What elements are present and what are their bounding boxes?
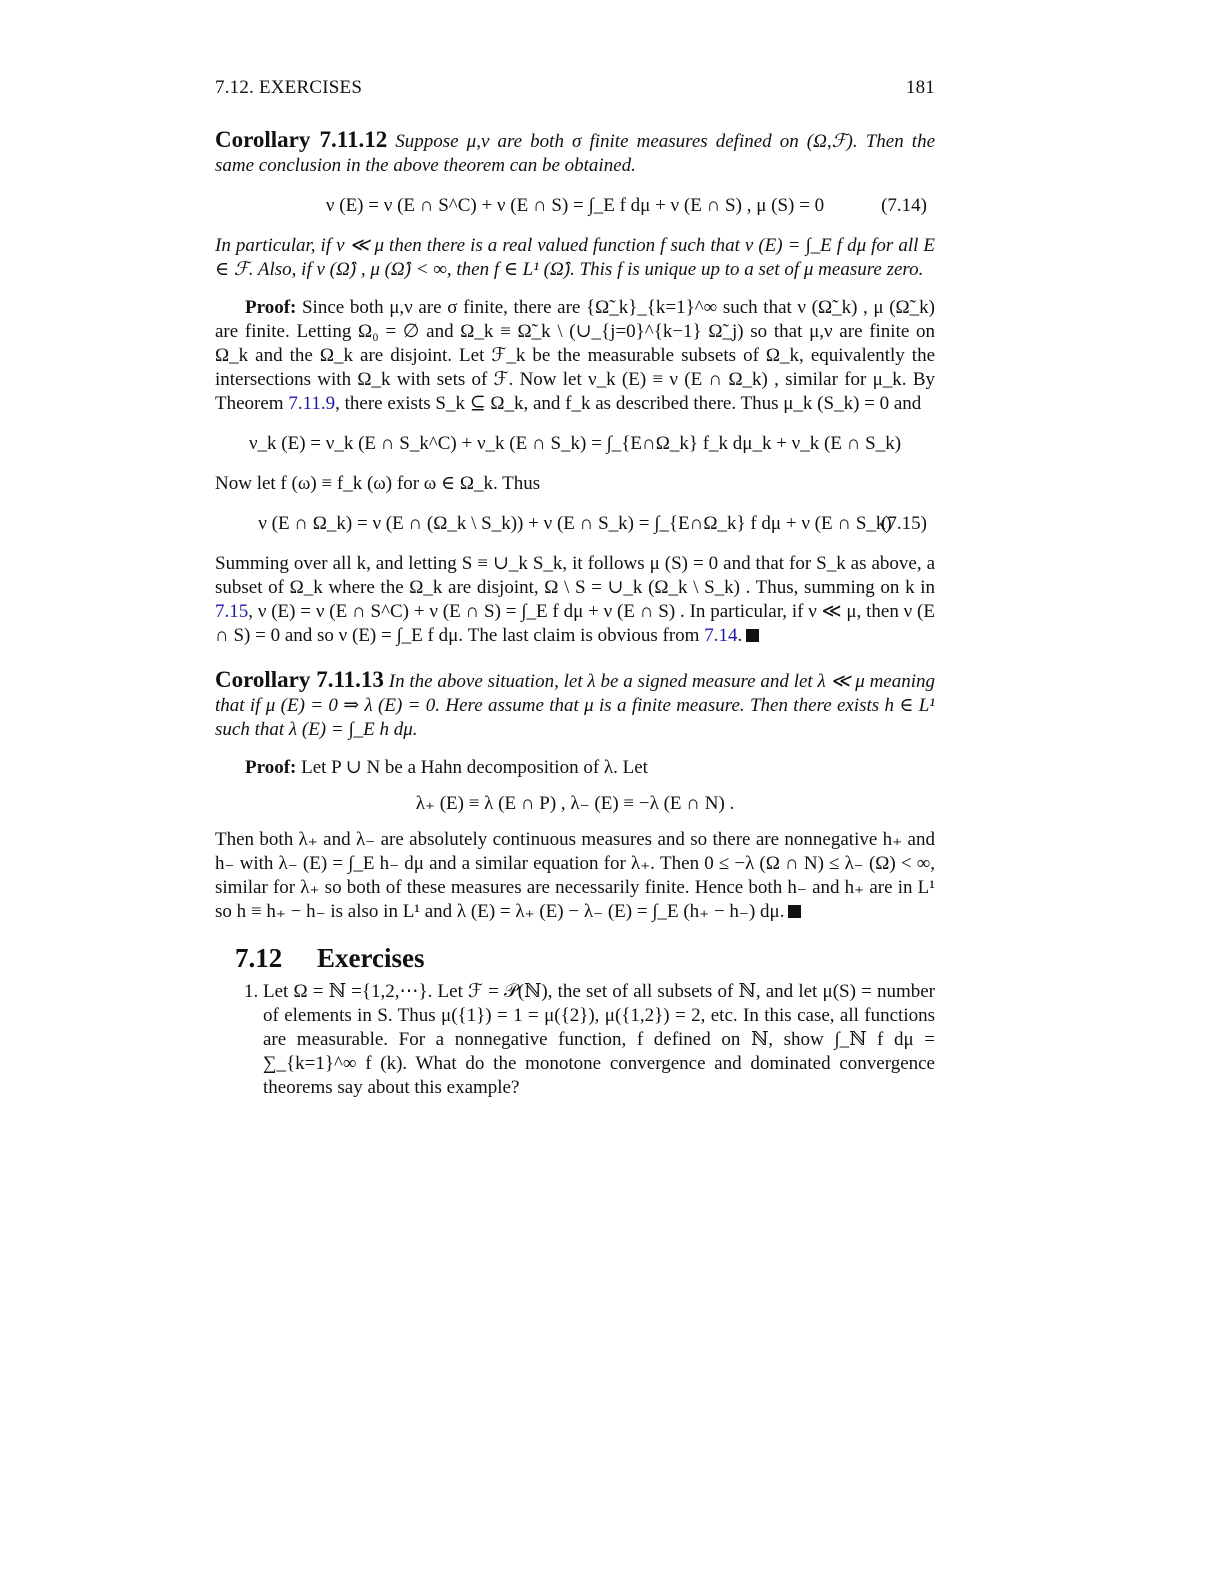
proof-text: Since both μ,ν are σ finite, there are {Ω̃_k}_{k=1}^∞ such that ν (Ω̃_k) , μ (Ω̃_k) are finite. Letting Ω₀ = ∅ and Ω_k ≡ Ω̃_k \ (∪_{j=0}^{k−1} Ω̃_j) so that μ,ν are finite on Ω_k and the Ω_k are disjoint. Let ℱ_k be the measurable subsets of Ω_k, equivalently the intersections with Ω_k with sets of ℱ. Now let ν_k (E) ≡ ν (E ∩ Ω_k) , similar for μ_k. By Theorem xyxy=(215,297,935,414)
exercise-item: 1. Let Ω = ℕ ={1,2,⋯}. Let ℱ = 𝒫(ℕ), the set of all subsets of ℕ, and let μ(S) = number of elements in S. Thus μ({1}) = 1 = μ({2}), μ({1,2}) = 2, etc. In this case, all functions are measurable. For a nonnegative function, f defined on ℕ, show ∫_ℕ f dμ = ∑_{k=1}^∞ f (k). What do the monotone convergence and dominated convergence theorems say about this example? xyxy=(263,980,935,1100)
proof-paragraph xyxy=(215,552,935,648)
proof-text: Now let f (ω) ≡ f_k (ω) for ω ∈ Ω_k. Thus xyxy=(215,473,541,494)
theorem-reference-link[interactable]: 7.11.9 xyxy=(288,393,336,414)
proof-label: Proof: xyxy=(245,297,297,318)
proof-text: Then both λ₊ and λ₋ are absolutely continuous measures and so there are nonnegative h₊ and h₋ with λ₋ (E) = ∫_E h₋ dμ and a similar equation for λ₊. Then 0 ≤ −λ (Ω ∩ N) ≤ λ₋ (Ω) < ∞, similar for λ₊ so both of these measures are necessarily finite. Hence both h₋ and h₊ are in L¹ so h ≡ h₊ − h₋ is also in L¹ and λ (E) = λ₊ (E) − λ₋ (E) = ∫_E (h₊ − h₋) dμ. xyxy=(215,829,935,922)
section-title: Exercises xyxy=(317,943,425,973)
running-header xyxy=(215,77,935,99)
proof-text: Summing over all k, and letting S ≡ ∪_k S_k, it follows μ (S) = 0 and that for S_k as above, a subset of Ω_k where the Ω_k are disjoint, Ω \ S = ∪_k (Ω_k \ S_k) . Thus, summing on k in xyxy=(215,553,935,598)
proof-text: , ν (E) = ν (E ∩ S^C) + ν (E ∩ S) = ∫_E f dμ + ν (E ∩ S) . In particular, if ν ≪ μ, then ν (E ∩ S) = 0 and so ν (E) = ∫_E f dμ. The last claim is obvious from xyxy=(215,601,935,646)
display-equation xyxy=(215,416,935,472)
page-number: 181 xyxy=(905,77,935,98)
display-equation xyxy=(215,496,935,552)
proof-label: Proof: xyxy=(245,757,297,778)
qed-square-icon xyxy=(746,629,759,642)
proof-text: , there exists S_k ⊆ Ω_k, and f_k as described there. Thus μ_k (S_k) = 0 and xyxy=(335,393,922,414)
equation-reference-link[interactable]: 7.15 xyxy=(215,601,249,622)
proof-paragraph xyxy=(215,828,935,924)
proof-paragraph xyxy=(215,756,935,780)
corollary-statement: Suppose μ,ν are both σ finite measures defined on (Ω,ℱ). Then the same conclusion in the above theorem can be obtained. xyxy=(215,131,935,176)
qed-square-icon xyxy=(788,905,801,918)
page-body xyxy=(215,128,935,1100)
equation-reference-link[interactable]: 7.14 xyxy=(704,625,738,646)
equation-tag: (7.14) xyxy=(881,195,927,216)
section-number: 7.12 xyxy=(235,943,283,973)
exercise-list xyxy=(215,980,935,1100)
equation-nu-k: ν_k (E) = ν_k (E ∩ S_k^C) + ν_k (E ∩ S_k) = ∫_{E∩Ω_k} f_k dμ_k + ν_k (E ∩ S_k) xyxy=(248,433,902,454)
equation-tag: (7.15) xyxy=(881,513,927,534)
equation-7-14: ν (E) = ν (E ∩ S^C) + ν (E ∩ S) = ∫_E f dμ + ν (E ∩ S) , μ (S) = 0 xyxy=(325,195,825,216)
corollary-7-11-12 xyxy=(215,128,935,178)
corollary-statement-2: In particular, if ν ≪ μ then there is a real valued function f such that ν (E) = ∫_E f dμ for all E ∈ ℱ. Also, if ν (Ω̂) , μ (Ω̂) < ∞, then f ∈ L¹ (Ω̂). This f is unique up to a set of μ measure zero. xyxy=(215,235,935,280)
corollary-statement: In the above situation, let λ be a signed measure and let λ ≪ μ meaning that if μ (E) = 0 ⇒ λ (E) = 0. Here assume that μ is a finite measure. Then there exists h ∈ L¹ such that λ (E) = ∫_E h dμ. xyxy=(215,671,936,740)
corollary-heading: Corollary 7.11.13 xyxy=(215,667,384,692)
equation-lambda-plus-minus: λ₊ (E) ≡ λ (E ∩ P) , λ₋ (E) ≡ −λ (E ∩ N) . xyxy=(415,793,735,814)
header-section: 7.12. EXERCISES xyxy=(215,77,363,98)
display-equation xyxy=(215,780,935,828)
proof-text: Let P ∪ N be a Hahn decomposition of λ. Let xyxy=(301,757,648,778)
corollary-7-11-13 xyxy=(215,668,935,742)
corollary-heading: Corollary 7.11.12 xyxy=(215,127,388,152)
display-equation xyxy=(215,178,935,234)
section-heading xyxy=(235,943,935,973)
proof-text: . xyxy=(737,625,743,646)
proof-paragraph xyxy=(215,296,935,416)
equation-7-15: ν (E ∩ Ω_k) = ν (E ∩ (Ω_k \ S_k)) + ν (E ∩ S_k) = ∫_{E∩Ω_k} f dμ + ν (E ∩ S_k) xyxy=(258,513,892,534)
